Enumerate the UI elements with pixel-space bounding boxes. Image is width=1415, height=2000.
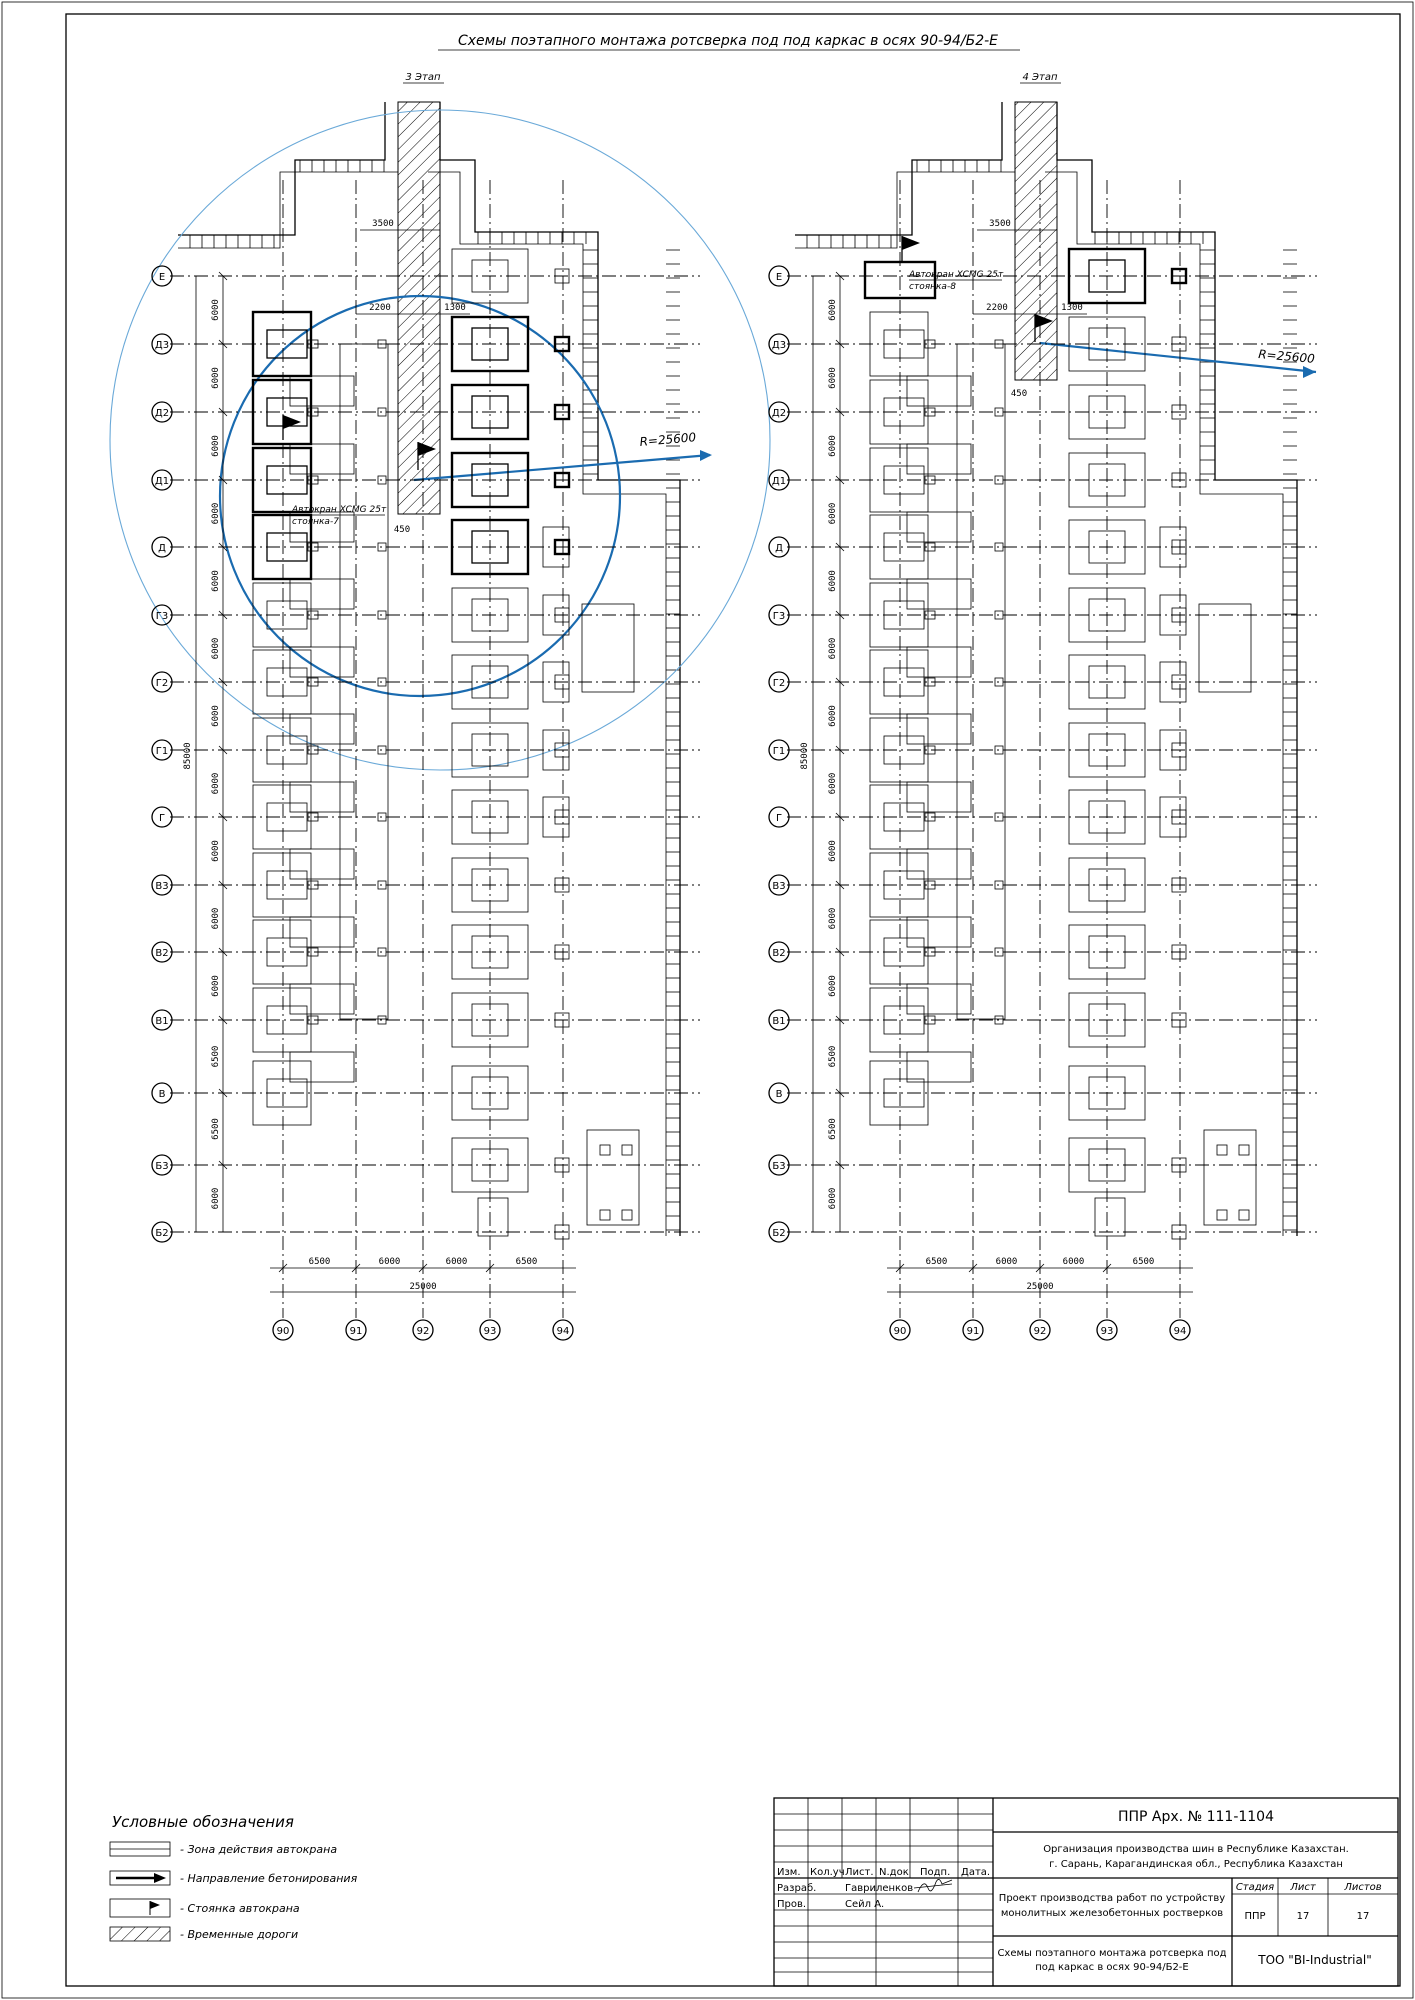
equipment-anchor <box>1239 1210 1249 1220</box>
row-total-dim: 85000 <box>183 742 193 770</box>
row-spacing-dim: 6000 <box>828 570 838 592</box>
row-axis-label: Д2 <box>771 408 787 419</box>
project-line: монолитных железобетонных ростверков <box>1000 1908 1224 1919</box>
developed-by: Гавриленков <box>845 1883 914 1894</box>
crane-position-label: стоянка-7 <box>292 517 339 527</box>
left-offset-dim: 2200 <box>369 303 391 313</box>
row-axis-label: Г2 <box>772 678 786 689</box>
row-spacing-dim: 6000 <box>828 637 838 660</box>
stage-header: Стадия <box>1235 1882 1275 1893</box>
row-spacing-dim: 6000 <box>211 299 221 321</box>
organization-line: г. Сарань, Карагандинская обл., Республика Казахстан <box>1049 1859 1343 1870</box>
row-axis-label: Е <box>775 272 783 283</box>
right-offset-dim: 1300 <box>444 303 466 313</box>
row-spacing-dim: 6000 <box>211 367 221 389</box>
grade-beam <box>907 579 971 609</box>
crane-label: Автокран XCMG 25т <box>292 505 387 515</box>
gap-dim: 450 <box>393 525 411 535</box>
grade-beam <box>907 512 971 542</box>
row-spacing-dim: 6000 <box>211 502 221 525</box>
crane-radius-line <box>414 455 710 480</box>
sheets-value: 17 <box>1356 1911 1370 1922</box>
column-spacing-dim: 6500 <box>308 1257 331 1267</box>
row-spacing-dim: 6000 <box>211 637 221 660</box>
stage-value: ППР <box>1244 1911 1266 1922</box>
row-spacing-dim: 6000 <box>828 502 838 525</box>
crane-position-label: стоянка-8 <box>909 282 956 292</box>
developed-label: Разраб. <box>777 1883 817 1894</box>
grade-beam <box>290 917 354 947</box>
column-axis-label: 94 <box>1173 1326 1187 1337</box>
row-axis-label: В3 <box>772 881 786 892</box>
equipment-pad <box>1199 604 1251 692</box>
crane-flag-icon <box>283 415 301 429</box>
row-axis-label: Б2 <box>155 1228 169 1239</box>
column-91-frame <box>957 344 1005 1019</box>
title-block-header: Дата. <box>961 1867 991 1878</box>
crane-label: Автокран XCMG 25т <box>909 270 1004 280</box>
row-spacing-dim: 6500 <box>828 1118 838 1140</box>
legend <box>110 1813 358 1941</box>
sheet-value: 17 <box>1296 1911 1310 1922</box>
column-spacing-dim: 6500 <box>925 1257 948 1267</box>
row-spacing-dim: 6000 <box>828 840 838 862</box>
checked-by: Сейл А. <box>845 1899 885 1910</box>
column-spacing-dim: 6000 <box>445 1257 468 1267</box>
equipment-pad <box>587 1130 639 1225</box>
crane-flag-icon <box>902 236 920 250</box>
radius-label: R=25600 <box>1257 347 1316 366</box>
left-offset-dim: 2200 <box>986 303 1008 313</box>
row-spacing-dim: 6000 <box>828 772 838 795</box>
row-axis-label: Г1 <box>772 746 786 757</box>
row-axis-label: Д2 <box>154 408 170 419</box>
flag-icon <box>110 1899 170 1917</box>
stage-3-plan <box>110 72 770 1340</box>
drawing-name-line: Схемы поэтапного монтажа ротсверка под <box>997 1948 1227 1959</box>
legend-title: Условные обозначения <box>112 1813 294 1831</box>
sheets-header: Листов <box>1344 1882 1382 1893</box>
grade-beam <box>907 849 971 879</box>
title-block-header: N.док <box>879 1867 909 1878</box>
row-axis-label: В3 <box>155 881 169 892</box>
column-total-dim: 25000 <box>409 1282 437 1292</box>
title-block <box>774 1798 1398 1986</box>
grade-beam <box>290 984 354 1014</box>
row-spacing-dim: 6500 <box>211 1118 221 1140</box>
equipment-anchor <box>622 1145 632 1155</box>
organization-line: Организация производства шин в Республике Казахстан. <box>1043 1844 1349 1855</box>
row-axis-label: Г3 <box>155 611 169 622</box>
equipment-anchor <box>600 1145 610 1155</box>
road-offset-dim: 3500 <box>989 219 1011 229</box>
radius-label: R=25600 <box>639 430 697 449</box>
equipment-pad <box>1204 1130 1256 1225</box>
grade-beam <box>907 714 971 744</box>
right-offset-dim: 1300 <box>1061 303 1083 313</box>
column-axis-label: 92 <box>1033 1326 1047 1337</box>
column-total-dim: 25000 <box>1026 1282 1054 1292</box>
column-axis-label: 91 <box>966 1326 980 1337</box>
row-axis-label: Г3 <box>772 611 786 622</box>
signature-icon <box>914 1879 952 1892</box>
crane-radius-arrowhead <box>1303 366 1316 378</box>
sheet-header: Лист <box>1290 1882 1316 1893</box>
grade-beam <box>290 579 354 609</box>
road-offset-dim: 3500 <box>372 219 394 229</box>
column-spacing-dim: 6000 <box>1062 1257 1085 1267</box>
temporary-road <box>1015 102 1057 380</box>
row-axis-label: Г <box>158 813 166 824</box>
company-name: ТОО "BI-Industrial" <box>1258 1953 1372 1967</box>
row-spacing-dim: 6000 <box>828 907 838 930</box>
row-spacing-dim: 6000 <box>828 367 838 389</box>
row-spacing-dim: 6000 <box>211 570 221 592</box>
row-spacing-dim: 6000 <box>828 299 838 321</box>
hatch-icon <box>110 1927 170 1941</box>
legend-item-label: - Зона действия автокрана <box>180 1843 338 1856</box>
row-axis-label: Е <box>158 272 166 283</box>
column-spacing-dim: 6000 <box>378 1257 401 1267</box>
drawing-title: Схемы поэтапного монтажа ротсверка под под каркас в осях 90-94/Б2-Е <box>457 33 999 49</box>
equipment-anchor <box>1217 1145 1227 1155</box>
crane-zone-icon <box>110 1842 170 1856</box>
project-line: Проект производства работ по устройству <box>998 1893 1226 1904</box>
row-spacing-dim: 6000 <box>828 705 838 727</box>
grade-beam <box>290 647 354 677</box>
row-spacing-dim: 6500 <box>828 1045 838 1068</box>
row-axis-label: В1 <box>155 1016 169 1027</box>
row-spacing-dim: 6000 <box>211 772 221 795</box>
column-spacing-dim: 6000 <box>995 1257 1018 1267</box>
row-axis-label: Г1 <box>155 746 169 757</box>
row-total-dim: 85000 <box>800 742 810 770</box>
equipment-anchor <box>600 1210 610 1220</box>
legend-item-label: - Стоянка автокрана <box>180 1902 300 1915</box>
title-block-header: Изм. <box>777 1867 801 1878</box>
equipment-pad <box>582 604 634 692</box>
row-spacing-dim: 6500 <box>211 1045 221 1068</box>
row-spacing-dim: 6000 <box>211 975 221 997</box>
grade-beam <box>907 917 971 947</box>
grade-beam <box>907 1052 971 1082</box>
title-block-header: Кол.уч <box>810 1867 845 1878</box>
row-spacing-dim: 6000 <box>211 840 221 862</box>
row-axis-label: В <box>158 1089 166 1100</box>
row-axis-label: Г2 <box>155 678 169 689</box>
column-axis-label: 93 <box>1100 1326 1114 1337</box>
gap-dim: 450 <box>1010 389 1028 399</box>
row-axis-label: Б3 <box>155 1161 169 1172</box>
grade-beam <box>907 984 971 1014</box>
pile-cap <box>1095 1198 1125 1236</box>
column-axis-label: 90 <box>276 1326 290 1337</box>
checked-label: Пров. <box>777 1899 807 1910</box>
row-axis-label: В1 <box>772 1016 786 1027</box>
row-spacing-dim: 6000 <box>211 435 221 457</box>
archive-number: ППР Арх. № 111-1104 <box>1117 1809 1275 1825</box>
column-axis-label: 92 <box>416 1326 430 1337</box>
stage-label: 3 Этап <box>405 72 441 83</box>
legend-item-label: - Временные дороги <box>180 1928 299 1941</box>
grade-beam <box>907 376 971 406</box>
row-axis-label: Д <box>775 543 783 554</box>
grade-beam <box>290 849 354 879</box>
row-axis-label: В2 <box>772 948 786 959</box>
column-axis-label: 91 <box>349 1326 363 1337</box>
column-spacing-dim: 6500 <box>1132 1257 1155 1267</box>
crane-radius-arrowhead <box>700 450 712 461</box>
row-axis-label: Б2 <box>772 1228 786 1239</box>
legend-item-label: - Направление бетонирования <box>180 1872 358 1885</box>
column-spacing-dim: 6500 <box>515 1257 538 1267</box>
grade-beam <box>290 1052 354 1082</box>
row-axis-label: Г <box>775 813 783 824</box>
row-spacing-dim: 6000 <box>828 435 838 457</box>
grade-beam <box>907 444 971 474</box>
row-spacing-dim: 6000 <box>828 1187 838 1210</box>
grade-beam <box>290 782 354 812</box>
row-axis-label: Д1 <box>771 476 787 487</box>
grade-beam <box>907 782 971 812</box>
stage-4-plan <box>769 72 1415 1340</box>
equipment-anchor <box>1217 1210 1227 1220</box>
row-axis-label: Д3 <box>154 340 170 351</box>
row-axis-label: В <box>775 1089 783 1100</box>
row-spacing-dim: 6000 <box>211 705 221 727</box>
pile-cap <box>478 1198 508 1236</box>
column-axis-label: 94 <box>556 1326 570 1337</box>
equipment-anchor <box>1239 1145 1249 1155</box>
stage-label: 4 Этап <box>1022 72 1058 83</box>
row-axis-label: Б3 <box>772 1161 786 1172</box>
column-axis-label: 93 <box>483 1326 497 1337</box>
row-axis-label: Д <box>158 543 166 554</box>
row-axis-label: Д1 <box>154 476 170 487</box>
column-axis-label: 90 <box>893 1326 907 1337</box>
title-block-header: Лист. <box>845 1867 874 1878</box>
title-block-header: Подп. <box>920 1867 951 1878</box>
row-spacing-dim: 6000 <box>828 975 838 997</box>
row-spacing-dim: 6000 <box>211 907 221 930</box>
row-axis-label: В2 <box>155 948 169 959</box>
row-axis-label: Д3 <box>771 340 787 351</box>
grade-beam <box>907 647 971 677</box>
arrow-icon <box>110 1871 170 1885</box>
grade-beam <box>290 714 354 744</box>
equipment-anchor <box>622 1210 632 1220</box>
drawing-name-line: под каркас в осях 90-94/Б2-Е <box>1035 1962 1189 1973</box>
row-spacing-dim: 6000 <box>211 1187 221 1210</box>
